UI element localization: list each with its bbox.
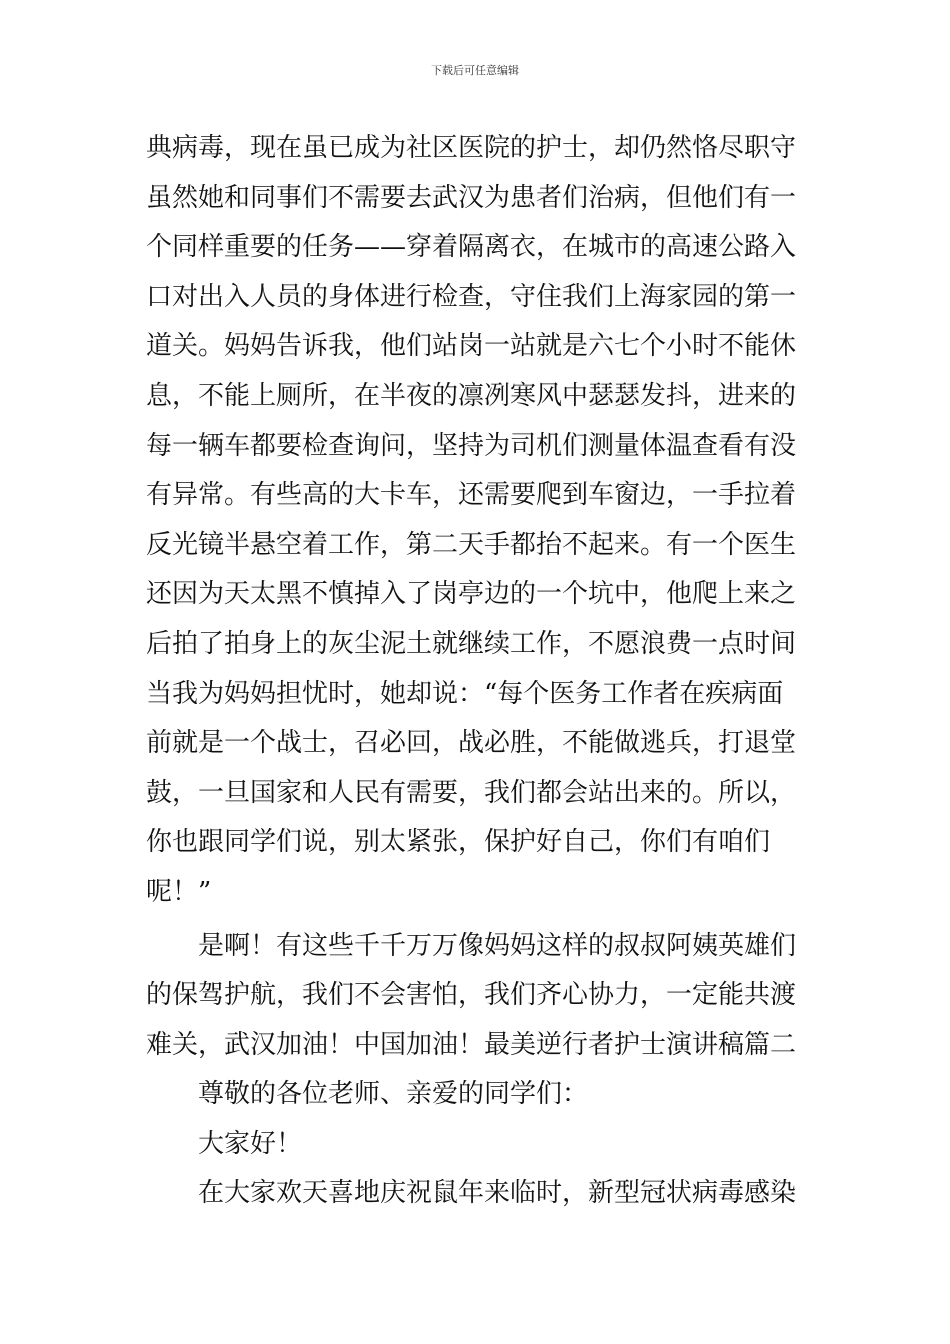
text-line: 前就是一个战士，召必回，战必胜，不能做逃兵，打退堂 [146, 728, 797, 759]
text-line: 道关。妈妈告诉我，他们站岗一站就是六七个小时不能休 [146, 331, 797, 362]
text-line: 反光镜半悬空着工作，第二天手都抬不起来。有一个医生 [146, 529, 797, 560]
text-line: 当我为妈妈担忧时，她却说：“每个医务工作者在疾病面 [146, 678, 784, 709]
text-line: 你也跟同学们说，别太紧张，保护好自己，你们有咱们 [146, 827, 771, 858]
text-line: 口对出入人员的身体进行检查，守住我们上海家园的第一 [146, 281, 797, 312]
paragraph-start-line: 尊敬的各位老师、亲爱的同学们： [198, 1079, 589, 1110]
text-line: 有异常。有些高的大卡车，还需要爬到车窗边，一手拉着 [146, 480, 797, 511]
text-line: 虽然她和同事们不需要去武汉为患者们治病，但他们有一 [146, 182, 797, 213]
text-line: 鼓，一旦国家和人民有需要，我们都会站出来的。所以， [146, 777, 797, 808]
paragraph-start-line: 是啊！有这些千千万万像妈妈这样的叔叔阿姨英雄们 [198, 930, 797, 961]
text-line: 个同样重要的任务——穿着隔离衣，在城市的高速公路入 [146, 232, 797, 263]
text-line: 后拍了拍身上的灰尘泥土就继续工作，不愿浪费一点时间 [146, 628, 797, 659]
text-line: 难关，武汉加油！中国加油！最美逆行者护士演讲稿篇二 [146, 1029, 797, 1060]
text-line: 典病毒，现在虽已成为社区医院的护士，却仍然恪尽职守 [146, 133, 797, 163]
text-line: 呢！” [146, 876, 212, 907]
paragraph-start-line: 大家好！ [198, 1128, 303, 1159]
paragraph-start-line: 在大家欢天喜地庆祝鼠年来临时，新型冠状病毒感染 [198, 1178, 797, 1209]
document-body [146, 124, 808, 1219]
text-line: 每一辆车都要检查询问，坚持为司机们测量体温查看有没 [146, 430, 797, 461]
text-line: 息，不能上厕所，在半夜的凛冽寒风中瑟瑟发抖，进来的 [146, 380, 797, 411]
text-line: 还因为天太黑不慎掉入了岗亭边的一个坑中，他爬上来之 [146, 579, 797, 610]
page-header: 下载后可任意编辑 [431, 64, 519, 77]
text-line: 的保驾护航，我们不会害怕，我们齐心协力，一定能共渡 [146, 980, 797, 1011]
